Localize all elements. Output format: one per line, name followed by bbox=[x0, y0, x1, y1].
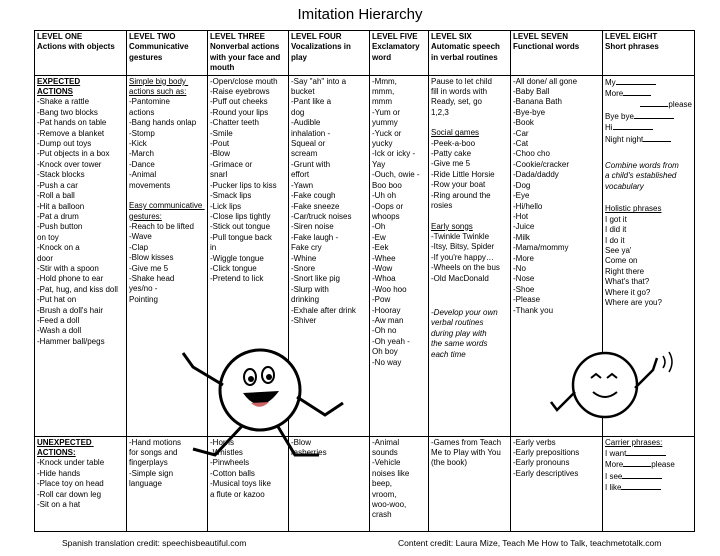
list-item: -Wash a doll bbox=[37, 326, 82, 336]
list-item: -Bang hands onlap bbox=[129, 118, 197, 128]
carrier-like: I like bbox=[605, 482, 692, 493]
unexpected-level-eight-cell bbox=[603, 436, 695, 531]
list-item: -Hi/hello bbox=[513, 201, 543, 211]
list-item: -Oh no bbox=[372, 326, 397, 336]
list-item: -Musical toys like bbox=[210, 479, 271, 489]
list-item: for songs and bbox=[129, 448, 178, 458]
list-item: beep, bbox=[372, 479, 393, 489]
list-item: during play with bbox=[431, 328, 487, 338]
list-item: -Wiggle tongue bbox=[210, 253, 264, 263]
header-cell: LEVEL FIVE Exclamatory word bbox=[370, 31, 429, 76]
list-item: -Place toy on head bbox=[37, 479, 104, 489]
list-item: -Close lips tightly bbox=[210, 211, 271, 221]
list-item: -Juice bbox=[513, 222, 535, 232]
list-item: -Early pronouns bbox=[513, 458, 570, 468]
list-item: Where it go? bbox=[605, 287, 651, 297]
list-item: -Early verbs bbox=[513, 437, 556, 447]
list-item: language bbox=[129, 479, 162, 489]
list-item: -Mama/mommy bbox=[513, 243, 569, 253]
header-row bbox=[35, 31, 695, 76]
list-item: -Snort like pig bbox=[291, 274, 340, 284]
list-item: -Row your boat bbox=[431, 180, 486, 190]
list-item: -Vehicle bbox=[372, 458, 401, 468]
list-item: -Knock on a bbox=[37, 243, 80, 253]
list-item: -Ick or icky - bbox=[372, 149, 416, 159]
big-body-heading: Simple big body actions such as: bbox=[129, 76, 189, 97]
list-item: yucky bbox=[372, 139, 393, 149]
list-item: -Stir with a spoon bbox=[37, 263, 99, 273]
list-item: -Whee bbox=[372, 253, 396, 263]
list-item: -Smack lips bbox=[210, 191, 252, 201]
header-cell: LEVEL TWO Communicative gestures bbox=[127, 31, 208, 76]
list-item: -Pat hands on table bbox=[37, 118, 107, 128]
list-item: -Shiver bbox=[291, 315, 317, 325]
list-item: -Hot bbox=[513, 211, 529, 221]
list-item: sounds bbox=[372, 448, 398, 458]
list-item: yes/no - bbox=[129, 284, 158, 294]
list-item: -Ouch, owie - bbox=[372, 170, 420, 180]
list-item: -Eek bbox=[372, 243, 389, 253]
list-item: -Pinwheels bbox=[210, 458, 250, 468]
list-item: yummy bbox=[372, 118, 398, 128]
list-item: -Ew bbox=[372, 232, 386, 242]
level-five-cell bbox=[370, 75, 429, 436]
actions-heading: ACTIONS bbox=[37, 87, 73, 97]
unexpected-list-7 bbox=[513, 438, 600, 480]
content-credit: Content credit: Laura Mize, Teach Me How to Talk, teachmetotalk.com bbox=[398, 538, 662, 548]
list-item: Fake cry bbox=[291, 243, 322, 253]
list-item: -Ring around the bbox=[431, 190, 491, 200]
carrier-more: More please bbox=[605, 460, 675, 470]
list-item: 1,2,3 bbox=[431, 107, 449, 117]
list-item: -Simple sign bbox=[129, 468, 174, 478]
list-item: -March bbox=[129, 149, 154, 159]
level-two-list-2 bbox=[129, 222, 205, 305]
list-item: -Siren noise bbox=[291, 222, 334, 232]
hierarchy-table bbox=[34, 30, 695, 532]
list-item: -Hide hands bbox=[37, 468, 81, 478]
list-item: -Games from Teach bbox=[431, 437, 502, 447]
list-item: -Patty cake bbox=[431, 149, 472, 159]
list-item: Come on bbox=[605, 256, 638, 266]
list-item: -Shake head bbox=[129, 273, 175, 283]
list-item: -Exhale after drink bbox=[291, 305, 356, 315]
list-item: -Please bbox=[513, 295, 541, 305]
translation-credit: Spanish translation credit: speechisbeautiful.com bbox=[62, 538, 247, 548]
list-item: -Cotton balls bbox=[210, 468, 255, 478]
list-item: -Fake sneeze bbox=[291, 201, 340, 211]
phrase-hi: Hi bbox=[605, 122, 692, 133]
list-item: vroom, bbox=[372, 489, 397, 499]
list-item: -Milk bbox=[513, 232, 530, 242]
list-item: -Stack blocks bbox=[37, 170, 85, 180]
list-item: -Old MacDonald bbox=[431, 273, 489, 283]
list-item: the same words bbox=[431, 339, 488, 349]
list-item: -Yuck or bbox=[372, 128, 402, 138]
list-item: -Pat a drum bbox=[37, 211, 79, 221]
list-item: -Clap bbox=[129, 242, 149, 252]
list-item: -Pout bbox=[210, 139, 230, 149]
header-cell: LEVEL SEVEN Functional words bbox=[511, 31, 603, 76]
list-item: -Horns bbox=[210, 437, 235, 447]
list-item: -All done/ all gone bbox=[513, 76, 578, 86]
list-item: Ready, set, go bbox=[431, 97, 482, 107]
list-item: -Raise eyebrows bbox=[210, 87, 270, 97]
list-item: rasberries bbox=[291, 448, 327, 458]
list-item: -Car bbox=[513, 128, 529, 138]
list-item: -Round your lips bbox=[210, 107, 269, 117]
list-item: -Remove a blanket bbox=[37, 128, 105, 138]
list-item: -Bang two blocks bbox=[37, 107, 98, 117]
list-item: -Dog bbox=[513, 180, 531, 190]
list-item: -Early descriptives bbox=[513, 468, 579, 478]
list-item: -Kick bbox=[129, 139, 147, 149]
list-item: woo-woo, bbox=[372, 500, 407, 510]
level-two-list bbox=[129, 97, 205, 191]
list-item: -Smile bbox=[210, 128, 233, 138]
level-five-list bbox=[372, 77, 426, 368]
list-item: -Shake a rattle bbox=[37, 97, 90, 107]
list-item: Me to Play with You bbox=[431, 448, 501, 458]
list-item: Right there bbox=[605, 266, 645, 276]
list-item: -Roll a ball bbox=[37, 191, 75, 201]
list-item: -Whistles bbox=[210, 448, 243, 458]
list-item: -Whoa bbox=[372, 274, 396, 284]
list-item: -Develop your own bbox=[431, 307, 498, 317]
list-item: -Put hat on bbox=[37, 295, 77, 305]
level-four-list bbox=[291, 77, 367, 327]
list-item: -Cookie/cracker bbox=[513, 159, 570, 169]
list-item: crash bbox=[372, 510, 392, 520]
list-item: -Dada/daddy bbox=[513, 170, 559, 180]
list-item: whoops bbox=[372, 211, 400, 221]
list-item: -Woo hoo bbox=[372, 284, 407, 294]
list-item: -Fake laugh - bbox=[291, 232, 339, 242]
list-item: -Push button bbox=[37, 222, 83, 232]
list-item: a child's established bbox=[605, 171, 677, 181]
header-cell: LEVEL ONE Actions with objects bbox=[35, 31, 127, 76]
list-item: -Give me 5 bbox=[129, 263, 169, 273]
list-item: -Wheels on the bus bbox=[431, 263, 500, 273]
list-item: -Slurp with bbox=[291, 284, 329, 294]
waving-figure-illustration bbox=[545, 340, 685, 440]
list-item: rosies bbox=[431, 201, 453, 211]
list-item: -Ride Little Horsie bbox=[431, 169, 495, 179]
carrier-heading: Carrier phrases: bbox=[605, 437, 663, 447]
list-item: -Say "ah" into a bbox=[291, 76, 347, 86]
list-item: snarl bbox=[210, 170, 228, 180]
list-item: -Yawn bbox=[291, 180, 314, 190]
list-item: I did it bbox=[605, 225, 627, 235]
list-item: -Wave bbox=[129, 232, 152, 242]
unexpected-level-six-cell bbox=[429, 436, 511, 531]
list-item: -Yum or bbox=[372, 107, 401, 117]
unexpected-level-seven-cell bbox=[511, 436, 603, 531]
list-item: -More bbox=[513, 253, 534, 263]
phrase-night-night: Night night bbox=[605, 134, 692, 145]
list-item: -Snore bbox=[291, 263, 316, 273]
list-item: Yay bbox=[372, 159, 386, 169]
list-item: Oh boy bbox=[372, 347, 398, 357]
list-item: -Feed a doll bbox=[37, 315, 80, 325]
list-item: -Blow kisses bbox=[129, 253, 174, 263]
list-item: -Cat bbox=[513, 139, 529, 149]
list-item: -Open/close mouth bbox=[210, 76, 278, 86]
list-item: -Uh oh bbox=[372, 191, 397, 201]
level-one-cell bbox=[35, 75, 127, 436]
list-item: -Aw man bbox=[372, 315, 404, 325]
early-songs-heading: Early songs bbox=[431, 221, 473, 231]
phrase-please: please bbox=[605, 99, 692, 110]
carrier-see: I see bbox=[605, 471, 692, 482]
page-title: Imitation Hierarchy bbox=[297, 6, 423, 23]
list-item: -Blow bbox=[291, 437, 312, 447]
list-item: Squeal or bbox=[291, 139, 326, 149]
list-item: -Sit on a hat bbox=[37, 500, 81, 510]
header-cell: LEVEL SIX Automatic speech in verbal routines bbox=[429, 31, 511, 76]
list-item: See ya' bbox=[605, 245, 632, 255]
list-item: -Pretend to lick bbox=[210, 274, 264, 284]
list-item: -Stick out tongue bbox=[210, 222, 271, 232]
list-item: -Click tongue bbox=[210, 263, 257, 273]
list-item: -Hammer ball/pegs bbox=[37, 336, 105, 346]
list-item: -Lick lips bbox=[210, 201, 242, 211]
list-item: -Audible bbox=[291, 118, 321, 128]
list-item: What's that? bbox=[605, 277, 650, 287]
list-item: scream bbox=[291, 149, 318, 159]
list-item: Pointing bbox=[129, 294, 158, 304]
level-six-list bbox=[431, 77, 508, 119]
list-item: each time bbox=[431, 349, 466, 359]
list-item: -Pat, hug, and kiss doll bbox=[37, 284, 118, 294]
list-item: -Shoe bbox=[513, 284, 535, 294]
list-item: I do it bbox=[605, 235, 625, 245]
list-item: -Put objects in a box bbox=[37, 149, 110, 159]
list-item: -Oh bbox=[372, 222, 386, 232]
list-item: -Reach to be lifted bbox=[129, 221, 194, 231]
list-item: -Grunt with bbox=[291, 159, 331, 169]
list-item: -Blow bbox=[210, 149, 231, 159]
list-item: Where are you? bbox=[605, 297, 662, 307]
list-item: -Choo cho bbox=[513, 149, 550, 159]
list-item: effort bbox=[291, 170, 310, 180]
list-item: inhalation - bbox=[291, 128, 331, 138]
list-item: -Oops or bbox=[372, 201, 404, 211]
list-item: -Hand motions bbox=[129, 437, 182, 447]
list-item: -Hit a balloon bbox=[37, 201, 85, 211]
list-item: -No bbox=[513, 263, 526, 273]
list-item: -Car/truck noises bbox=[291, 211, 352, 221]
level-six-cell bbox=[429, 75, 511, 436]
list-item: -Nose bbox=[513, 274, 535, 284]
unexpected-level-five-cell bbox=[370, 436, 429, 531]
list-item: -Book bbox=[513, 118, 534, 128]
list-item: dog bbox=[291, 107, 305, 117]
unexpected-heading: UNEXPECTED ACTIONS: bbox=[37, 437, 94, 458]
list-item: -Whine bbox=[291, 253, 317, 263]
list-item: -Pull tongue back bbox=[210, 232, 272, 242]
social-games-heading: Social games bbox=[431, 128, 480, 138]
list-item: fingerplays bbox=[129, 458, 168, 468]
list-item: -Stomp bbox=[129, 128, 155, 138]
level-three-list bbox=[210, 77, 286, 285]
list-item: vocabulary bbox=[605, 181, 644, 191]
list-item: -Give me 5 bbox=[431, 159, 471, 169]
holistic-list bbox=[605, 215, 692, 309]
list-item: -Animal bbox=[372, 437, 400, 447]
list-item: -Grimace or bbox=[210, 159, 253, 169]
list-item: a flute or kazoo bbox=[210, 489, 265, 499]
header-cell: LEVEL EIGHT Short phrases bbox=[603, 31, 695, 76]
list-item: -Animal bbox=[129, 170, 157, 180]
list-item: bucket bbox=[291, 87, 315, 97]
holistic-heading: Holistic phrases bbox=[605, 204, 662, 214]
list-item: -Dump out toys bbox=[37, 139, 92, 149]
unexpected-level-one-cell bbox=[35, 436, 127, 531]
routines-note bbox=[431, 308, 508, 360]
list-item: -Baby Ball bbox=[513, 87, 550, 97]
list-item: Boo boo bbox=[372, 180, 402, 190]
phrase-more-please: More bbox=[605, 88, 692, 99]
list-item: mmm bbox=[372, 97, 392, 107]
list-item: -If you're happy… bbox=[431, 252, 494, 262]
unexpected-row bbox=[35, 436, 695, 531]
list-item: -Puff out cheeks bbox=[210, 97, 268, 107]
list-item: I got it bbox=[605, 214, 627, 224]
list-item: -Mmm, bbox=[372, 76, 397, 86]
list-item: -Twinkle Twinkle bbox=[431, 231, 490, 241]
early-songs-list bbox=[431, 232, 508, 284]
list-item: Combine words from bbox=[605, 161, 679, 171]
list-item: -Knock under table bbox=[37, 458, 105, 468]
list-item: -Knock over tower bbox=[37, 159, 102, 169]
list-item: -Early prepositions bbox=[513, 448, 580, 458]
list-item: -Itsy, Bitsy, Spider bbox=[431, 242, 495, 252]
list-item: -Pant like a bbox=[291, 97, 332, 107]
list-item: (the book) bbox=[431, 458, 468, 468]
list-item: -Pucker lips to kiss bbox=[210, 180, 277, 190]
header-cell: LEVEL THREE Nonverbal actions with your face and mouth bbox=[208, 31, 289, 76]
phrase-bye-bye: Bye bye bbox=[605, 111, 692, 122]
list-item: -Pantomine bbox=[129, 97, 170, 107]
list-item: -Oh yeah - bbox=[372, 336, 410, 346]
list-item: -Bye-bye bbox=[513, 107, 546, 117]
list-item: movements bbox=[129, 180, 171, 190]
list-item: -Thank you bbox=[513, 305, 554, 315]
list-item: -No way bbox=[372, 357, 402, 367]
unexpected-list-1 bbox=[37, 458, 124, 510]
list-item: on toy bbox=[37, 232, 59, 242]
running-figure-illustration bbox=[165, 305, 355, 475]
list-item: actions bbox=[129, 107, 155, 117]
list-item: -Hooray bbox=[372, 305, 401, 315]
list-item: fill in words with bbox=[431, 87, 488, 97]
list-item: -Fake cough bbox=[291, 191, 336, 201]
expected-heading: EXPECTED bbox=[37, 76, 81, 86]
header-cell: LEVEL FOUR Vocalizations in play bbox=[289, 31, 370, 76]
list-item: door bbox=[37, 253, 54, 263]
list-item: drinking bbox=[291, 295, 320, 305]
social-games-list bbox=[431, 139, 508, 212]
list-item: -Eye bbox=[513, 191, 530, 201]
list-item: -Banana Bath bbox=[513, 97, 562, 107]
phrase-my: My bbox=[605, 77, 692, 88]
list-item: -Wow bbox=[372, 263, 393, 273]
list-item: in bbox=[210, 243, 217, 253]
list-item: -Push a car bbox=[37, 180, 78, 190]
list-item: mmm, bbox=[372, 87, 395, 97]
list-item: verbal routines bbox=[431, 318, 484, 328]
list-item: Pause to let child bbox=[431, 76, 492, 86]
list-item: -Roll car down leg bbox=[37, 489, 102, 499]
level-one-list bbox=[37, 97, 124, 347]
unexpected-list-5 bbox=[372, 438, 426, 521]
list-item: -Peek-a-boo bbox=[431, 138, 476, 148]
carrier-want: I want bbox=[605, 448, 692, 459]
combine-note bbox=[605, 161, 692, 192]
list-item: -Pow bbox=[372, 295, 391, 305]
gestures-heading: Easy communicative gestures: bbox=[129, 201, 205, 221]
list-item: -Dance bbox=[129, 159, 155, 169]
list-item: -Brush a doll's hair bbox=[37, 305, 103, 315]
list-item: -Chatter teeth bbox=[210, 118, 259, 128]
unexpected-list-6 bbox=[431, 438, 508, 469]
list-item: -Hold phone to ear bbox=[37, 274, 104, 284]
level-seven-list bbox=[513, 77, 600, 316]
list-item: noises like bbox=[372, 468, 410, 478]
